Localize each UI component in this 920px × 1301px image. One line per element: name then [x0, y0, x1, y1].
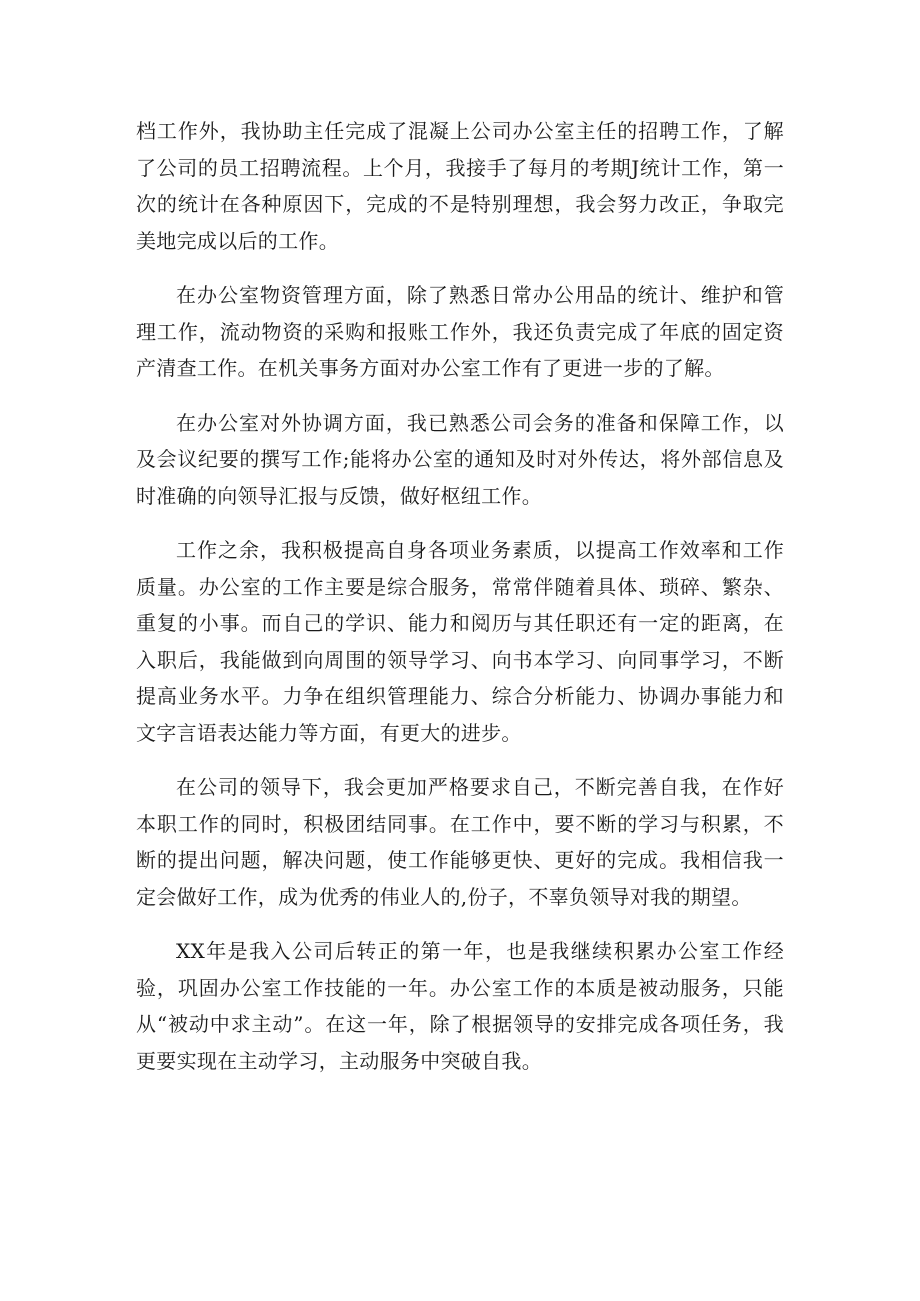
paragraph-1: 档工作外，我协助主任完成了混凝上公司办公室主任的招聘工作，了解了公司的员工招聘流程。上个月，我接手了每月的考期J统计工作，第一次的统计在各种原因下，完成的不是特别理想，我会努力改正，争取完美地完成以后的工作。	[136, 119, 784, 253]
paragraph-5: 在公司的领导下，我会更加严格要求自己，不断完善自我，在作好本职工作的同时，积极团结同事。在工作中，要不断的学习与积累，不断的提出问题，解决问题，使工作能够更快、更好的完成。我相信我一定会做好工作，成为优秀的伟业人的,份子，不辜负领导对我的期望。	[136, 775, 784, 909]
paragraph-2: 在办公室物资管理方面，除了熟悉日常办公用品的统计、维护和管理工作，流动物资的采购和报账工作外，我还负责完成了年底的固定资产清查工作。在机关事务方面对办公室工作有了更进一步的了解。	[136, 283, 784, 380]
paragraph-6: XX年是我入公司后转正的第一年，也是我继续积累办公室工作经验，巩固办公室工作技能的一年。办公室工作的本质是被动服务，只能从“被动中求主动”。在这一年，除了根据领导的安排完成各项任务，我更要实现在主动学习，主动服务中突破自我。	[136, 939, 784, 1073]
document-body	[136, 113, 784, 1097]
paragraph-3: 在办公室对外协调方面，我已熟悉公司会务的准备和保障工作，以及会议纪要的撰写工作;能将办公室的通知及时对外传达，将外部信息及时准确的向领导汇报与反馈，做好枢纽工作。	[136, 410, 784, 508]
paragraph-4: 工作之余，我积极提高自身各项业务素质，以提高工作效率和工作质量。办公室的工作主要是综合服务，常常伴随着具体、琐碎、繁杂、重复的小事。而自己的学识、能力和阅历与其任职还有一定的距离，在入职后，我能做到向周围的领导学习、向书本学习、向同事学习，不断提高业务水平。力争在组织管理能力、综合分析能力、协调办事能力和文字言语表达能力等方面，有更大的进步。	[136, 538, 784, 745]
